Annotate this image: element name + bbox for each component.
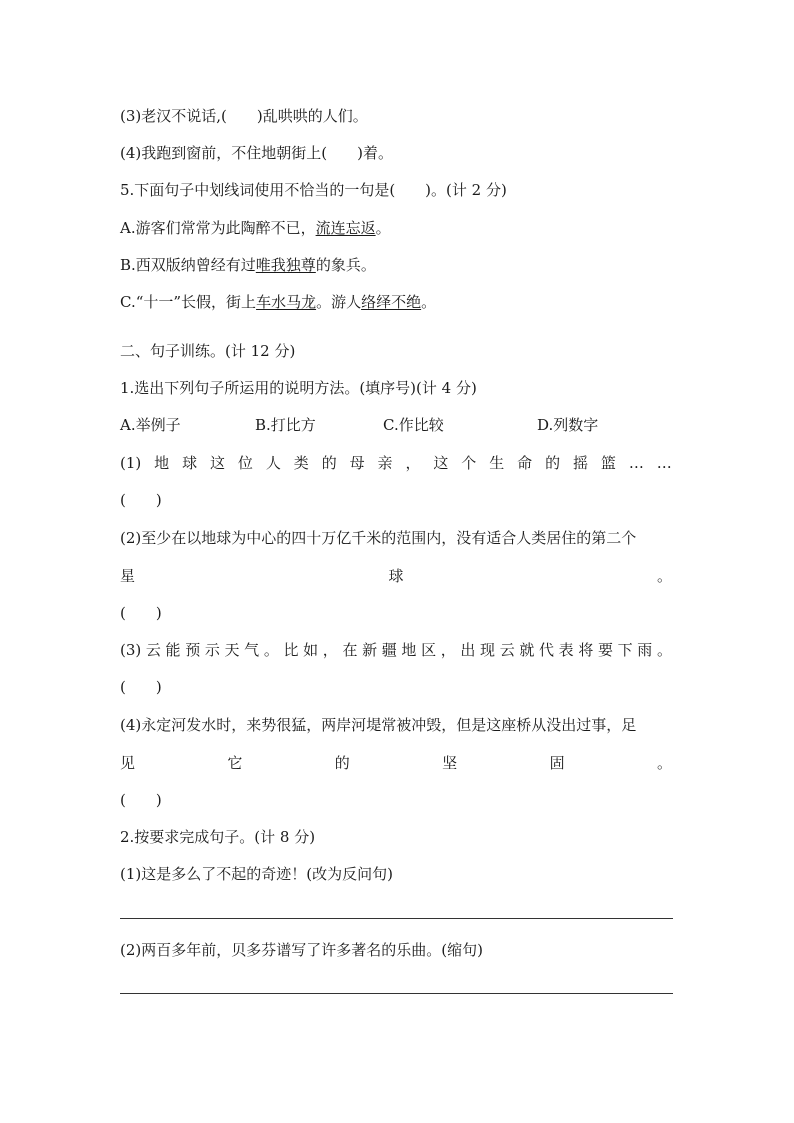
item-1-char: 个	[461, 454, 477, 472]
underlined-word: 唯我独尊	[255, 256, 316, 274]
underlined-word: 流连忘返	[315, 219, 376, 237]
item-3-char: 能	[165, 641, 181, 659]
item-2-char: 。	[656, 567, 672, 585]
item-1-char: 人	[265, 454, 281, 472]
item-4-char: 固	[549, 754, 565, 772]
item-3-char: 现	[480, 641, 496, 659]
item-1-char: 亲	[377, 454, 393, 472]
item-1-char: 球	[182, 454, 198, 472]
section-2-title: 二、句子训练。(计 12 分)	[120, 342, 296, 360]
item-3-char: 。	[656, 641, 672, 659]
item-2-char: 球	[388, 567, 404, 585]
item-3-char: 新	[362, 641, 378, 659]
item-4-line-2	[120, 753, 672, 773]
item-1-char: 的	[321, 454, 337, 472]
item-3-char: 天	[224, 641, 240, 659]
answer-blank-2[interactable]: ( )	[120, 604, 162, 622]
answer-blank-3[interactable]: ( )	[120, 678, 162, 696]
item-1-char: 这	[210, 454, 226, 472]
item-1-char: 摇	[572, 454, 588, 472]
item-3-char: 如	[303, 641, 319, 659]
answer-blank-1[interactable]: ( )	[120, 491, 162, 509]
item-4-char: 见	[120, 754, 136, 772]
item-3-char: 在	[342, 641, 358, 659]
sub2-item-2: (2)两百多年前，贝多芬谱写了许多著名的乐曲。(缩句)	[120, 941, 483, 959]
option-b: B.打比方	[255, 416, 316, 434]
sub2-item-1: (1)这是多么了不起的奇迹！(改为反问句)	[120, 865, 393, 883]
item-3-text	[120, 640, 672, 660]
item-3-char: 区	[421, 641, 437, 659]
item-1-char: 类	[293, 454, 309, 472]
item-2-line-1: (2)至少在以地球为中心的四十万亿千米的范围内，没有适合人类居住的第二个	[120, 529, 637, 547]
question-5-option-b: B.西双版纳曾经有过唯我独尊的象兵。	[120, 256, 376, 274]
item-3-char: 。	[263, 641, 279, 659]
item-3-char: 下	[617, 641, 633, 659]
item-3-char: 出	[460, 641, 476, 659]
item-1-char: 地	[154, 454, 170, 472]
answer-line-1[interactable]	[120, 918, 673, 919]
item-3-char: 地	[401, 641, 417, 659]
answer-line-2[interactable]	[120, 993, 673, 994]
item-2-line-2	[120, 566, 672, 586]
item-1-char: …	[628, 454, 644, 472]
item-1-char: 母	[349, 454, 365, 472]
item-1-char: 命	[517, 454, 533, 472]
item-4-char: 坚	[442, 754, 458, 772]
item-3-char: (3)	[120, 641, 142, 659]
item-1-text	[120, 453, 672, 473]
item-3-char: 云	[499, 641, 515, 659]
item-3-char: 预	[185, 641, 201, 659]
sub1-stem: 1.选出下列句子所运用的说明方法。(填序号)(计 4 分)	[120, 379, 477, 397]
item-1-char: …	[656, 454, 672, 472]
question-3: (3)老汉不说话,( )乱哄哄的人们。	[120, 107, 368, 125]
item-4-char: 的	[334, 754, 350, 772]
question-4: (4)我跑到窗前，不住地朝街上( )着。	[120, 144, 393, 162]
option-d: D.列数字	[537, 416, 599, 434]
item-3-char: 云	[145, 641, 161, 659]
item-3-char: 表	[558, 641, 574, 659]
item-1-char: 的	[545, 454, 561, 472]
option-a: A.举例子	[120, 416, 181, 434]
item-1-char: 生	[489, 454, 505, 472]
question-5-option-c: C.“十一”长假，街上车水马龙。游人络绎不绝。	[120, 293, 437, 311]
item-3-char: ，	[322, 641, 338, 659]
item-1-char: ，	[405, 454, 421, 472]
item-3-char: 将	[578, 641, 594, 659]
question-5-stem: 5.下面句子中划线词使用不恰当的一句是( )。(计 2 分)	[120, 181, 507, 199]
item-3-char: ，	[440, 641, 456, 659]
item-3-char: 气	[244, 641, 260, 659]
item-1-char: 这	[433, 454, 449, 472]
item-3-char: 就	[519, 641, 535, 659]
answer-blank-4[interactable]: ( )	[120, 791, 162, 809]
sub2-stem: 2.按要求完成句子。(计 8 分)	[120, 828, 316, 846]
item-1-char: 篮	[600, 454, 616, 472]
item-3-char: 疆	[381, 641, 397, 659]
item-3-char: 雨	[637, 641, 653, 659]
item-3-char: 要	[597, 641, 613, 659]
option-c: C.作比较	[383, 416, 444, 434]
item-4-char: 。	[656, 754, 672, 772]
underlined-word: 络绎不绝	[361, 293, 422, 311]
item-4-char: 它	[227, 754, 243, 772]
item-3-char: 示	[204, 641, 220, 659]
question-5-option-a: A.游客们常常为此陶醉不已，流连忘返。	[120, 219, 391, 237]
item-3-char: 代	[539, 641, 555, 659]
item-4-line-1: (4)永定河发水时，来势很猛，两岸河堤常被冲毁，但是这座桥从没出过事，足	[120, 716, 637, 734]
item-2-char: 星	[120, 567, 136, 585]
underlined-word: 车水马龙	[256, 293, 317, 311]
item-1-char: 位	[237, 454, 253, 472]
item-3-char: 比	[283, 641, 299, 659]
item-1-char: (1)	[120, 454, 142, 472]
